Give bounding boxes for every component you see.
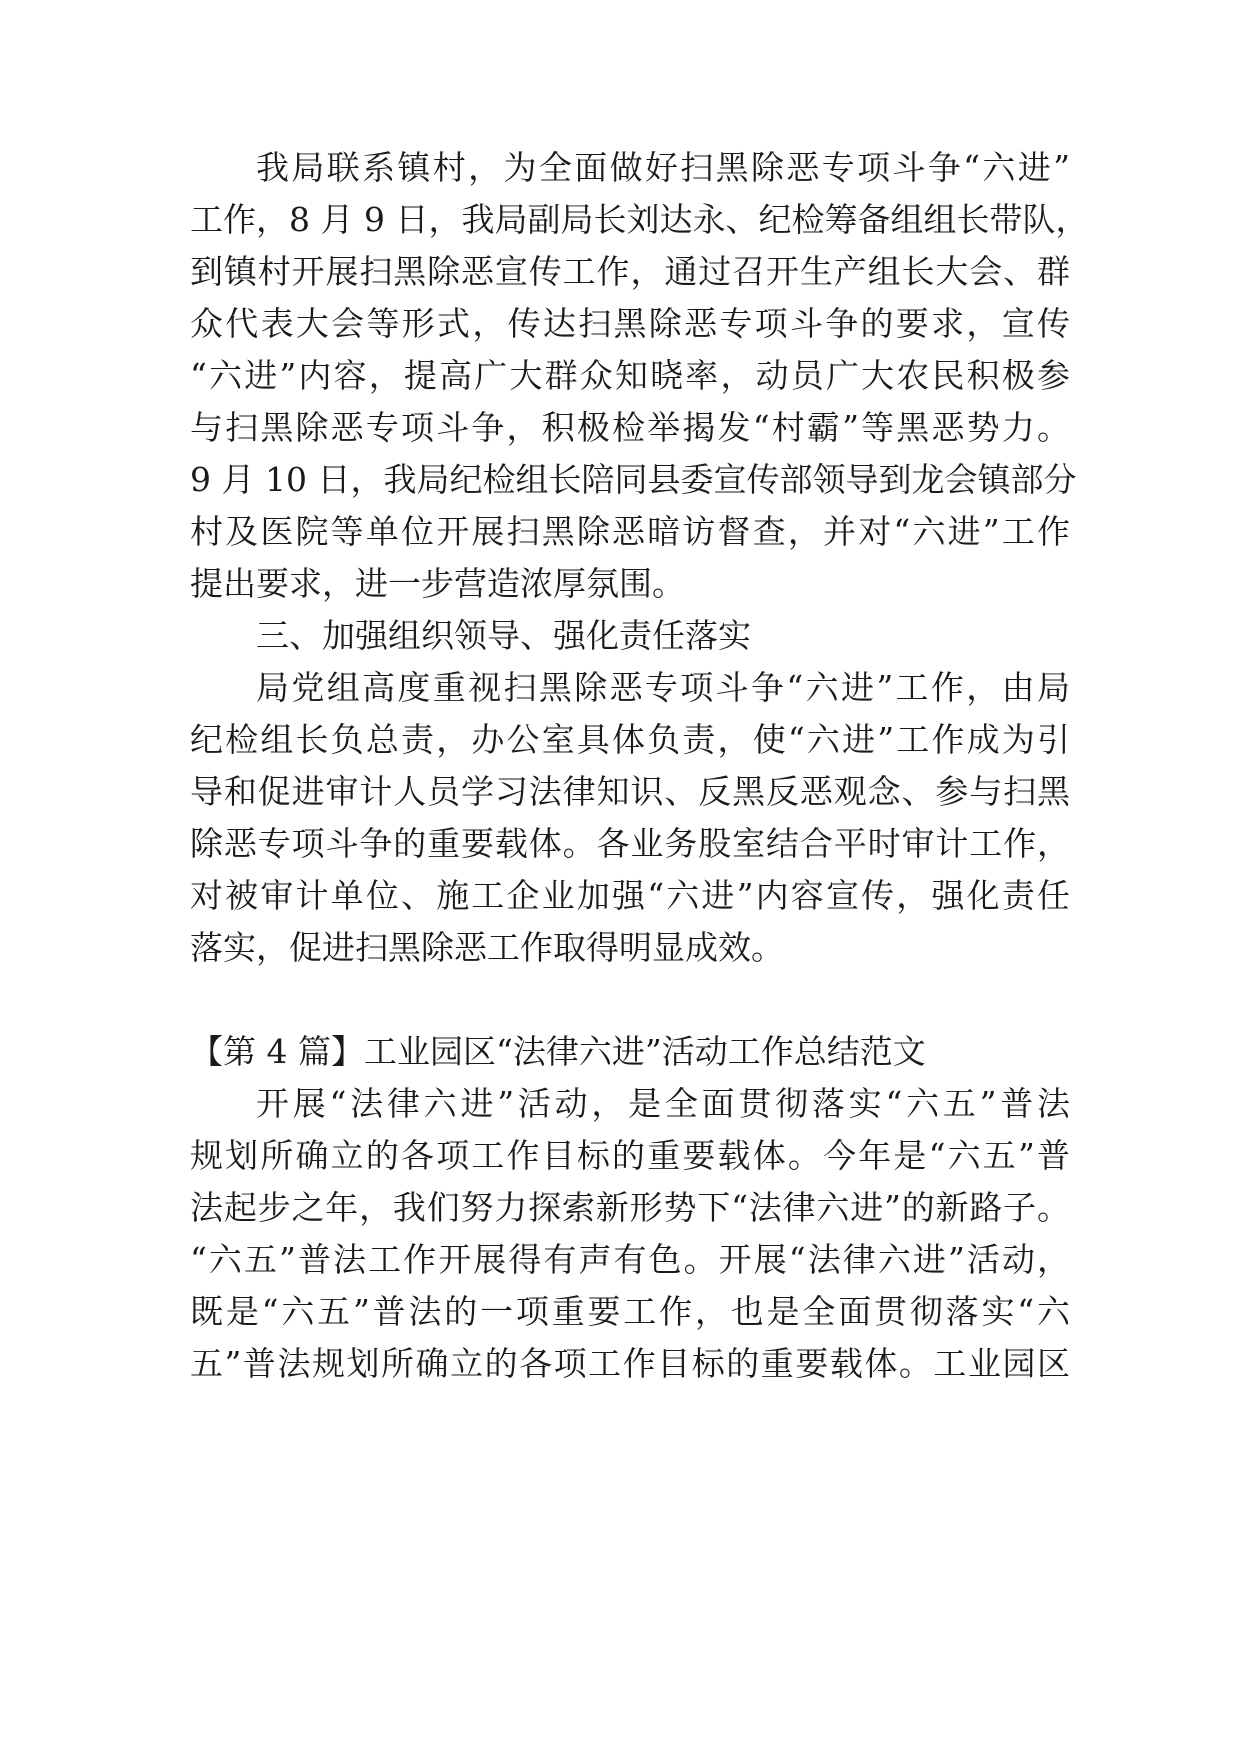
text-line: 除恶专项斗争的重要载体。各业务股室结合平时审计工作， xyxy=(190,824,1070,863)
text-line: 工作，8 月 9 日，我局副局长刘达永、纪检筹备组组长带队， xyxy=(190,200,1089,239)
text-line: 五”普法规划所确立的各项工作目标的重要载体。工业园区 xyxy=(190,1344,1070,1383)
text-line: 提出要求，进一步营造浓厚氛围。 xyxy=(190,564,685,603)
text-line: 众代表大会等形式，传达扫黑除恶专项斗争的要求，宣传 xyxy=(190,304,1070,343)
text-line: 到镇村开展扫黑除恶宣传工作，通过召开生产组长大会、群 xyxy=(190,252,1070,291)
text-line: 村及医院等单位开展扫黑除恶暗访督查，并对“六进”工作 xyxy=(190,512,1070,551)
section-heading: 三、加强组织领导、强化责任落实 xyxy=(256,616,751,655)
text-line: 落实，促进扫黑除恶工作取得明显成效。 xyxy=(190,928,784,967)
text-line: 与扫黑除恶专项斗争，积极检举揭发“村霸”等黑恶势力。 xyxy=(190,408,1070,447)
text-line: 开展“法律六进”活动，是全面贯彻落实“六五”普法 xyxy=(256,1084,1070,1123)
text-line: 对被审计单位、施工企业加强“六进”内容宣传，强化责任 xyxy=(190,876,1070,915)
text-line: 规划所确立的各项工作目标的重要载体。今年是“六五”普 xyxy=(190,1136,1070,1175)
text-line: “六进”内容，提高广大群众知晓率，动员广大农民积极参 xyxy=(190,356,1070,395)
text-line: 9 月 10 日，我局纪检组长陪同县委宣传部领导到龙会镇部分 xyxy=(190,460,1077,499)
text-line: 既是“六五”普法的一项重要工作，也是全面贯彻落实“六 xyxy=(190,1292,1070,1331)
article-title: 【第 4 篇】工业园区“法律六进”活动工作总结范文 xyxy=(190,1032,926,1071)
text-line: 纪检组长负总责，办公室具体负责，使“六进”工作成为引 xyxy=(190,720,1070,759)
text-line: 局党组高度重视扫黑除恶专项斗争“六进”工作，由局 xyxy=(256,668,1070,707)
text-line: 我局联系镇村，为全面做好扫黑除恶专项斗争“六进” xyxy=(256,148,1070,187)
text-line: 法起步之年，我们努力探索新形势下“法律六进”的新路子。 xyxy=(190,1188,1070,1227)
text-line: “六五”普法工作开展得有声有色。开展“法律六进”活动， xyxy=(190,1240,1070,1279)
text-line: 导和促进审计人员学习法律知识、反黑反恶观念、参与扫黑 xyxy=(190,772,1070,811)
